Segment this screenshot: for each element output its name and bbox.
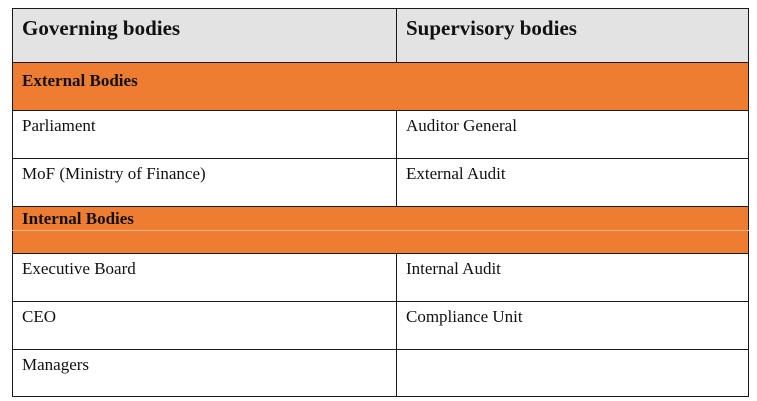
- section-row-internal-spacer: [13, 231, 749, 254]
- bodies-table: [12, 8, 749, 397]
- governing-cell: Executive Board: [13, 254, 397, 302]
- supervisory-cell: Internal Audit: [397, 254, 749, 302]
- governing-cell: Parliament: [13, 111, 397, 159]
- supervisory-cell: Auditor General: [397, 111, 749, 159]
- header-governing-bodies: Governing bodies: [13, 9, 397, 63]
- section-spacer-cell: [13, 231, 749, 254]
- table-row: [13, 350, 749, 397]
- table-row: [13, 111, 749, 159]
- supervisory-cell: External Audit: [397, 159, 749, 207]
- table-row: [13, 159, 749, 207]
- header-supervisory-bodies: Supervisory bodies: [397, 9, 749, 63]
- table-row: [13, 254, 749, 302]
- governing-cell: Managers: [13, 350, 397, 397]
- table-row: [13, 302, 749, 350]
- section-title-internal: Internal Bodies: [13, 207, 749, 231]
- header-row: [13, 9, 749, 63]
- supervisory-cell: Compliance Unit: [397, 302, 749, 350]
- governing-cell: MoF (Ministry of Finance): [13, 159, 397, 207]
- supervisory-cell: [397, 350, 749, 397]
- section-title-external: External Bodies: [13, 63, 749, 111]
- section-row-internal: [13, 207, 749, 231]
- section-row-external: [13, 63, 749, 111]
- governing-cell: CEO: [13, 302, 397, 350]
